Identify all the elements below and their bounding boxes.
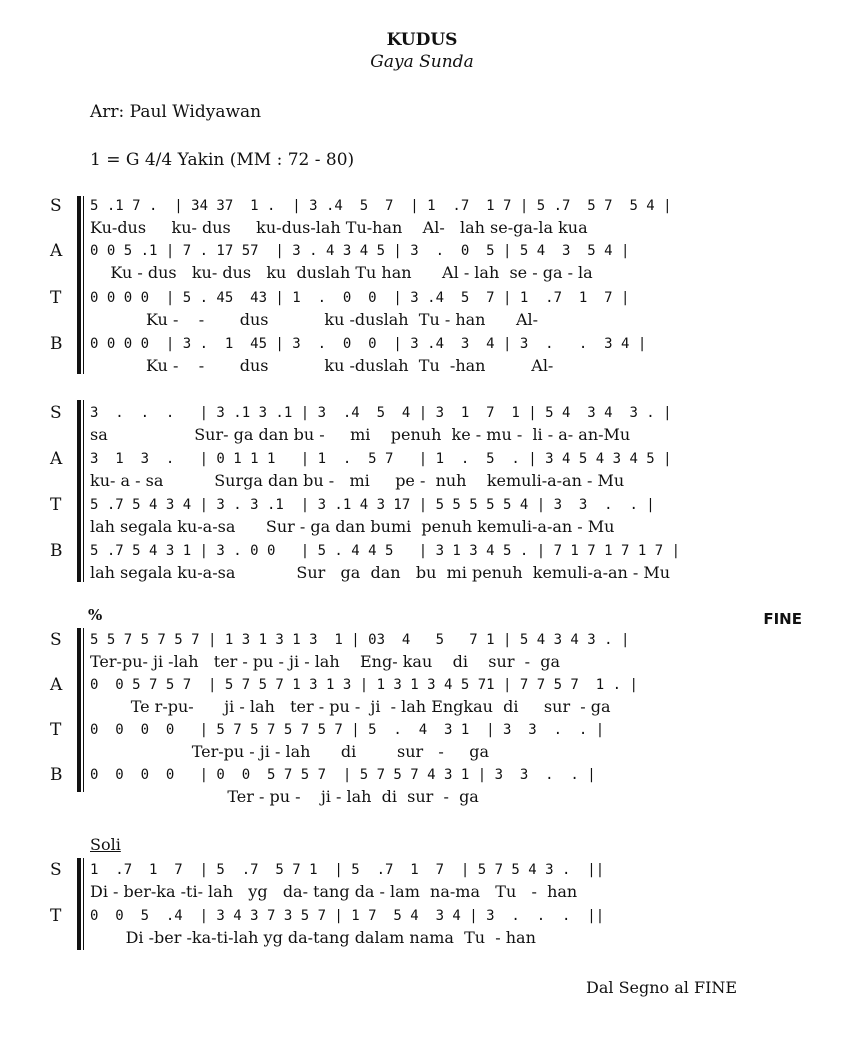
tenor-lyrics: lah segala ku-a-sa Sur - ga dan bumi penuh kemuli-a-an - Mu: [90, 517, 615, 536]
tenor-lyrics: Ter-pu - ji - lah di sur - ga: [90, 742, 490, 761]
bass-notes: 0 0 0 0 | 0 0 5 7 5 7 | 5 7 5 7 4 3 1 | 3 3 . . |: [90, 767, 596, 783]
bass-lyrics: Ter - pu - ji - lah di sur - ga: [90, 787, 479, 806]
system-bracket: [77, 858, 81, 950]
voice-label-bass: B: [50, 334, 63, 354]
voice-label-soprano: S: [50, 630, 62, 650]
soprano-notes: 1 .7 1 7 | 5 .7 5 7 1 | 5 .7 1 7 | 5 7 5 4 3 . ||: [90, 862, 605, 878]
voice-label-alto: A: [50, 241, 63, 261]
system-bracket: [77, 400, 81, 582]
alto-notes: 0 0 5 .1 | 7 . 17 57 | 3 . 4 3 4 5 | 3 . 0 5 | 5 4 3 5 4 |: [90, 243, 630, 259]
dal-segno-instruction: Dal Segno al FINE: [586, 978, 738, 997]
alto-lyrics: ku- a - sa Surga dan bu - mi pe - nuh kemuli-a-an - Mu: [90, 471, 625, 490]
system-bracket-line: [83, 628, 84, 792]
voice-label-tenor: T: [50, 288, 62, 308]
tenor-notes: 0 0 5 .4 | 3 4 3 7 3 5 7 | 1 7 5 4 3 4 | 3 . . . ||: [90, 908, 605, 924]
voice-label-tenor: T: [50, 720, 62, 740]
voice-label-bass: B: [50, 541, 63, 561]
tenor-notes: 0 0 0 0 | 5 7 5 7 5 7 5 7 | 5 . 4 3 1 | 3 3 . . |: [90, 722, 605, 738]
system-bracket: [77, 628, 81, 792]
system-bracket-line: [83, 400, 84, 582]
bass-notes: 5 .7 5 4 3 1 | 3 . 0 0 | 5 . 4 4 5 | 3 1 3 4 5 . | 7 1 7 1 7 1 7 |: [90, 543, 681, 559]
fine-marker: FINE: [763, 610, 802, 628]
alto-notes: 0 0 5 7 5 7 | 5 7 5 7 1 3 1 3 | 1 3 1 3 4 5 71 | 7 7 5 7 1 . |: [90, 677, 638, 693]
bass-lyrics: Ku - - dus ku -duslah Tu -han Al-: [90, 356, 554, 375]
alto-notes: 3 1 3 . | 0 1 1 1 | 1 . 5 7 | 1 . 5 . | 3 4 5 4 3 4 5 |: [90, 451, 672, 467]
bass-notes: 0 0 0 0 | 3 . 1 45 | 3 . 0 0 | 3 .4 3 4 | 3 . . 3 4 |: [90, 336, 647, 352]
alto-lyrics: Ku - dus ku- dus ku duslah Tu han Al - lah se - ga - la: [90, 263, 593, 282]
song-title: KUDUS: [386, 30, 458, 50]
voice-label-alto: A: [50, 675, 63, 695]
soprano-lyrics: Di - ber-ka -ti- lah yg da- tang da - lam na-ma Tu - han: [90, 882, 578, 901]
arranger-credit: Arr: Paul Widyawan: [90, 102, 262, 122]
soli-marking: Soli: [90, 835, 121, 854]
tenor-lyrics: Di -ber -ka-ti-lah yg da-tang dalam nama Tu - han: [90, 928, 536, 947]
voice-label-tenor: T: [50, 495, 62, 515]
voice-label-tenor: T: [50, 906, 62, 926]
tenor-notes: 5 .7 5 4 3 4 | 3 . 3 .1 | 3 .1 4 3 17 | 5 5 5 5 5 4 | 3 3 . . |: [90, 497, 655, 513]
soprano-notes: 5 .1 7 . | 34 37 1 . | 3 .4 5 7 | 1 .7 1 7 | 5 .7 5 7 5 4 |: [90, 198, 672, 214]
tenor-lyrics: Ku - - dus ku -duslah Tu - han Al-: [90, 310, 539, 329]
voice-label-soprano: S: [50, 403, 62, 423]
bass-lyrics: lah segala ku-a-sa Sur ga dan bu mi penuh kemuli-a-an - Mu: [90, 563, 671, 582]
voice-label-soprano: S: [50, 860, 62, 880]
song-subtitle: Gaya Sunda: [370, 52, 474, 72]
tenor-notes: 0 0 0 0 | 5 . 45 43 | 1 . 0 0 | 3 .4 5 7 | 1 .7 1 7 |: [90, 290, 630, 306]
soprano-lyrics: sa Sur- ga dan bu - mi penuh ke - mu - li - a- an-Mu: [90, 425, 631, 444]
soprano-notes: 3 . . . | 3 .1 3 .1 | 3 .4 5 4 | 3 1 7 1 | 5 4 3 4 3 . |: [90, 405, 672, 421]
segno-sign: %: [88, 606, 103, 624]
system-bracket: [77, 196, 81, 374]
soprano-lyrics: Ku-dus ku- dus ku-dus-lah Tu-han Al- lah se-ga-la kua: [90, 218, 588, 237]
voice-label-bass: B: [50, 765, 63, 785]
system-bracket-line: [83, 196, 84, 374]
alto-lyrics: Te r-pu- ji - lah ter - pu - ji - lah Engkau di sur - ga: [90, 697, 611, 716]
soprano-notes: 5 5 7 5 7 5 7 | 1 3 1 3 1 3 1 | 03 4 5 7 1 | 5 4 3 4 3 . |: [90, 632, 630, 648]
soprano-lyrics: Ter-pu- ji -lah ter - pu - ji - lah Eng- kau di sur - ga: [90, 652, 560, 671]
system-bracket-line: [83, 858, 84, 950]
voice-label-alto: A: [50, 449, 63, 469]
key-signature: 1 = G 4/4 Yakin (MM : 72 - 80): [90, 150, 355, 170]
voice-label-soprano: S: [50, 196, 62, 216]
